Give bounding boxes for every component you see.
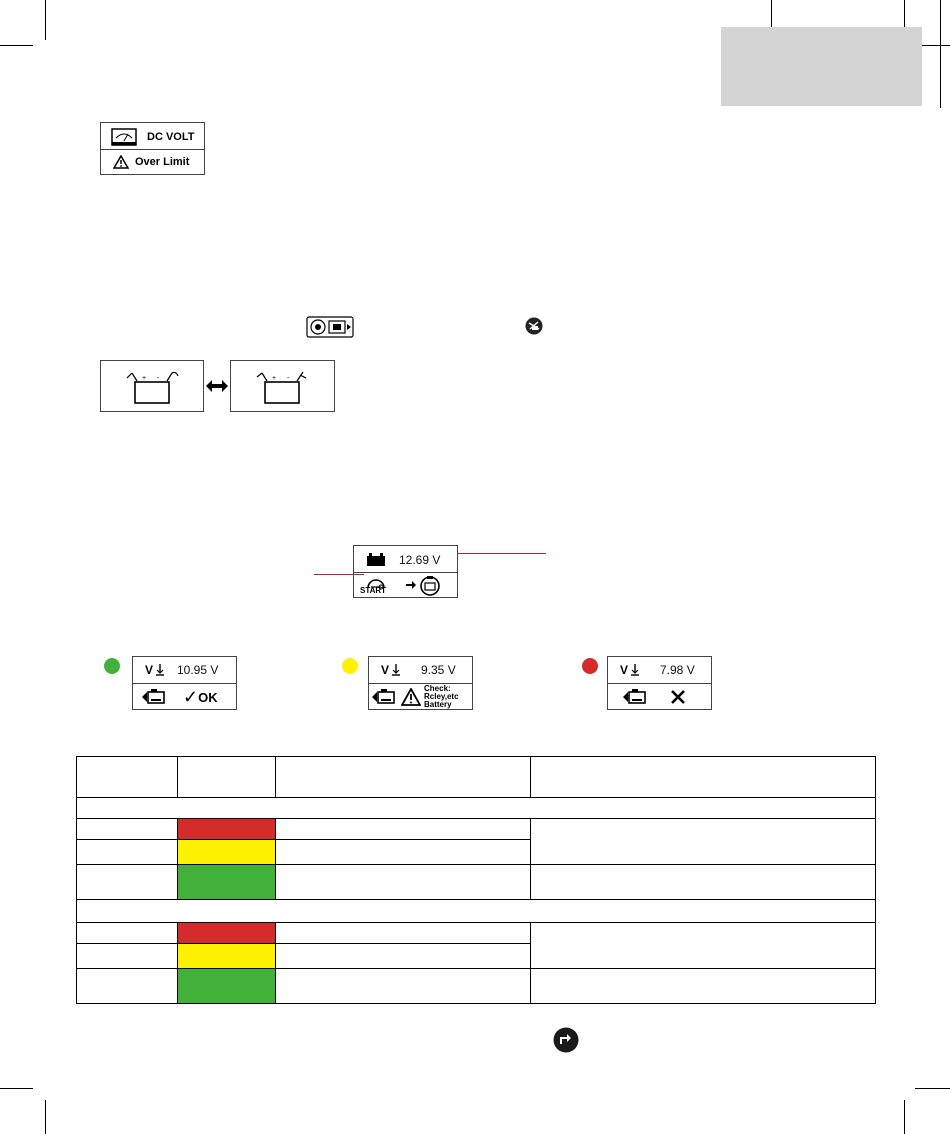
lcd-result-check: [368, 656, 473, 710]
table-row: [77, 923, 876, 944]
status-cell-green: [178, 969, 276, 1004]
table-cell: [276, 865, 531, 900]
table-header-cell: [178, 757, 276, 798]
result-voltage: 7.98 V: [660, 663, 695, 677]
status-cell-yellow: [178, 944, 276, 969]
result-voltage: 10.95 V: [177, 663, 219, 677]
svg-text:+: +: [272, 375, 277, 382]
engine-icon: [419, 574, 441, 596]
table-header-row: [77, 757, 876, 798]
lcd-start-label: START: [360, 586, 387, 595]
check-line: Check:: [424, 684, 451, 693]
table-cell: [531, 923, 876, 969]
callout-leader-line: [314, 574, 364, 575]
arrow-right-icon: [406, 581, 416, 589]
lcd-line-dcvolt: DC VOLT: [147, 130, 195, 143]
table-cell: [77, 865, 178, 900]
double-arrow-icon: [206, 380, 228, 392]
voltage-drop-icon: [620, 663, 642, 677]
registration-line: [771, 0, 772, 30]
page-tab: [721, 27, 922, 106]
callout-leader-line: [458, 553, 546, 554]
table-cell: [531, 819, 876, 865]
table-header-cell: [531, 757, 876, 798]
table-cell: [531, 865, 876, 900]
check-line: Battery: [424, 700, 452, 709]
battery-clamp-icon: [253, 369, 313, 405]
status-dot-red: [582, 658, 598, 674]
crop-mark: [915, 1088, 950, 1089]
warning-icon: [401, 688, 421, 706]
svg-text:V: V: [145, 663, 154, 677]
table-cell: [276, 840, 531, 865]
status-cell-red: [178, 923, 276, 944]
lcd-dcvolt-display: [100, 122, 205, 175]
table-cell: [77, 819, 178, 840]
crop-mark: [45, 0, 46, 40]
table-group-row: [77, 798, 876, 819]
svg-text:-: -: [287, 375, 290, 382]
table-cell: [276, 944, 531, 969]
voltage-drop-icon: [145, 663, 167, 677]
table-header-cell: [276, 757, 531, 798]
crop-mark: [45, 1100, 46, 1134]
check-text: [424, 685, 459, 709]
lcd-battery-clamp-b: [230, 360, 335, 412]
table-header-cell: [77, 757, 178, 798]
table-cell: [77, 840, 178, 865]
battery-icon: [366, 552, 386, 567]
engine-off-icon: [525, 317, 543, 335]
table-cell: [276, 819, 531, 840]
starter-motor-icon: [141, 688, 169, 706]
table-cell: [531, 969, 876, 1004]
status-dot-yellow: [342, 658, 358, 674]
status-cell-red: [178, 819, 276, 840]
starter-motor-icon: [371, 688, 399, 706]
table-group-cell: [77, 798, 876, 819]
voltage-drop-icon: [381, 663, 403, 677]
lcd-line-over-limit: Over Limit: [135, 156, 190, 168]
lcd-start-voltage: 12.69 V: [399, 552, 441, 567]
table-cell: [276, 923, 531, 944]
starter-motor-icon: [622, 688, 650, 706]
lcd-battery-clamp-a: [100, 360, 204, 412]
check-line: Rcley,etc: [424, 692, 459, 701]
crop-mark: [0, 45, 33, 46]
lcd-start-display: [353, 545, 458, 598]
table-cell: [77, 923, 178, 944]
table-row: [77, 819, 876, 840]
crop-mark: [904, 1100, 905, 1134]
svg-text:+: +: [142, 375, 147, 382]
svg-text:V: V: [620, 663, 629, 677]
svg-text:V: V: [381, 663, 390, 677]
fail-x-icon: [670, 689, 686, 705]
table-row: [77, 969, 876, 1004]
status-cell-yellow: [178, 840, 276, 865]
table-cell: [77, 969, 178, 1004]
table-group-row: [77, 900, 876, 923]
lcd-result-fail: [607, 656, 712, 710]
lcd-result-ok: [132, 656, 237, 710]
return-arrow-icon: [553, 1027, 579, 1053]
lcd-divider: [608, 683, 711, 684]
result-voltage: 9.35 V: [421, 663, 456, 677]
svg-text:-: -: [157, 375, 160, 382]
status-dot-green: [104, 658, 120, 674]
table-row: [77, 865, 876, 900]
registration-line: [940, 0, 941, 108]
lcd-divider: [133, 683, 236, 684]
result-table: [76, 756, 876, 1004]
table-cell: [276, 969, 531, 1004]
meter-icon: [111, 128, 137, 146]
status-cell-green: [178, 865, 276, 900]
battery-clamp-icon: [123, 369, 183, 405]
result-verdict: OK: [198, 689, 218, 705]
check-mark-icon: ✓: [183, 687, 199, 707]
table-group-cell: [77, 900, 876, 923]
battery-tester-icon: [306, 316, 354, 338]
lcd-divider: [101, 149, 204, 150]
table-cell: [77, 944, 178, 969]
warning-icon: [113, 155, 129, 169]
crop-mark: [0, 1088, 33, 1089]
